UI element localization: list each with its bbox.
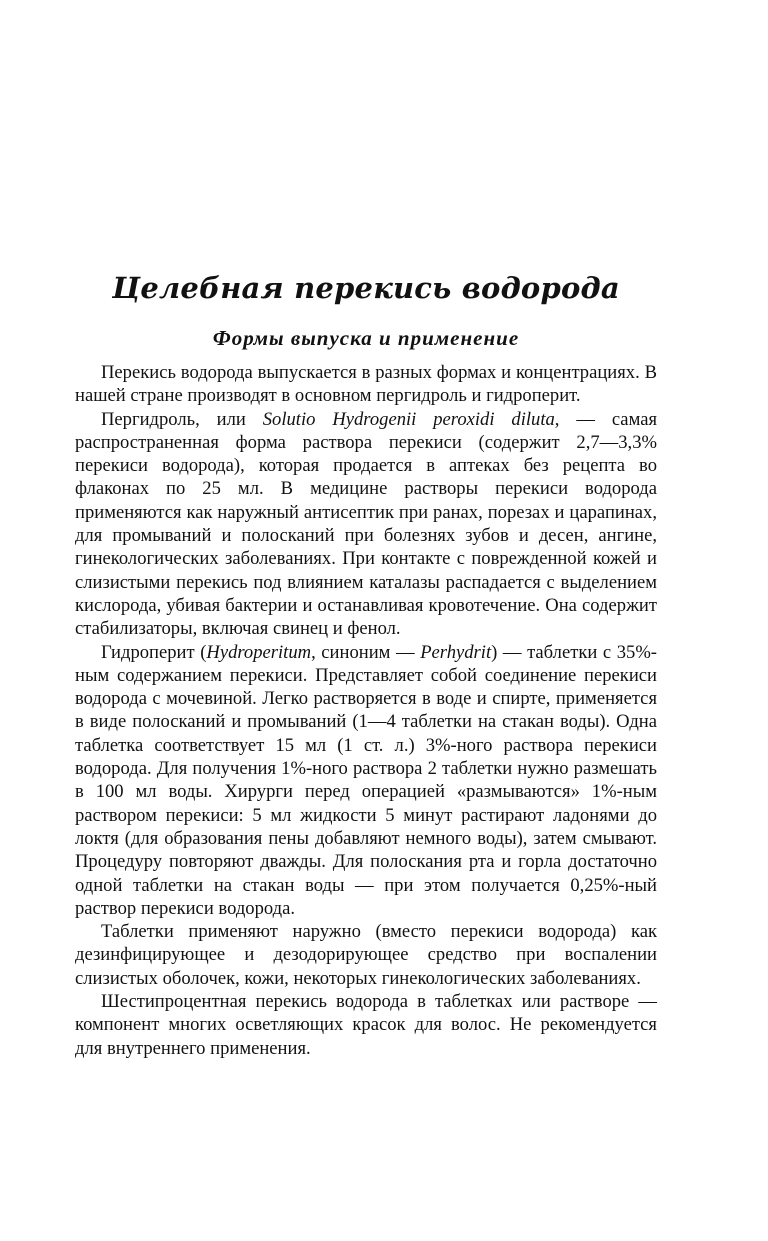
paragraph-intro: Перекись водорода выпускается в разных формах и концентрациях. В нашей стране производят в основном пергидроль и гидроперит. xyxy=(75,362,657,407)
chapter-title: Целебная перекись водорода xyxy=(112,271,620,305)
paragraph-tablets: Таблетки применяют наружно (вместо перекиси водорода) как дезинфицирующее и дезодорирующее средство при воспалении слизистых оболочек, кожи, некоторых гинекологических заболеваниях. xyxy=(75,921,657,989)
paragraph-text: Пергидроль, или xyxy=(101,408,263,430)
paragraph-text: Гидроперит ( xyxy=(101,641,207,663)
paragraph-text: ) — таблетки с 35%-ным содержанием перекиси. Представляет собой соединение перекиси водорода с мочевиной. Легко растворяется в воде и спирте, применяется в виде полосканий и промываний (1—4 таблетки на стакан воды). Одна таблетка соответствует 15 мл (1 ст. л.) 3%-ного раствора перекиси водорода. Для получения 1%-ного раствора 2 таблетки нужно размешать в 100 мл воды. Хирурги перед операцией «размываются» 1%-ным раствором перекиси: 5 мл жидкости 5 минут растирают ладонями до локтя (для образования пены добавляют немного воды), затем смывают. Процедуру повторяют дважды. Для полоскания рта и горла достаточно одной таблетки на стакан воды — при этом получается 0,25%-ный раствор перекиси водорода. xyxy=(75,641,658,919)
latin-term: Solutio Hydrogenii peroxidi diluta xyxy=(262,408,555,430)
latin-term: Hydroperitum xyxy=(206,641,312,663)
paragraph-six-percent: Шестипроцентная перекись водорода в таблетках или растворе — компонент многих осветляющих красок для волос. Не рекомендуется для внутреннего применения. xyxy=(75,991,657,1059)
section-title: Формы выпуска и применение xyxy=(212,326,520,350)
paragraph-text: , — самая распространенная форма раствора перекиси (содержит 2,7—3,3% перекиси водорода), которая продается в аптеках без рецепта во флаконах по 25 мл. В медицине растворы перекиси водорода применяются как наружный антисептик при ранах, порезах и царапинах, для промываний и полосканий при болезнях зубов и десен, ангине, гинекологических заболеваниях. При контакте с поврежденной кожей и слизистыми перекись под влиянием каталазы распадается с выделением кислорода, убивая бактерии и останавливая кровотечение. Она содержит стабилизаторы, включая свинец и фенол. xyxy=(75,408,658,640)
paragraph-hydroperite xyxy=(75,641,657,921)
latin-term: Perhydrit xyxy=(420,641,492,663)
body-text xyxy=(75,361,657,1060)
paragraph-perhydrol xyxy=(75,408,657,641)
book-page xyxy=(75,0,657,1241)
paragraph-text: , синоним — xyxy=(311,641,421,663)
